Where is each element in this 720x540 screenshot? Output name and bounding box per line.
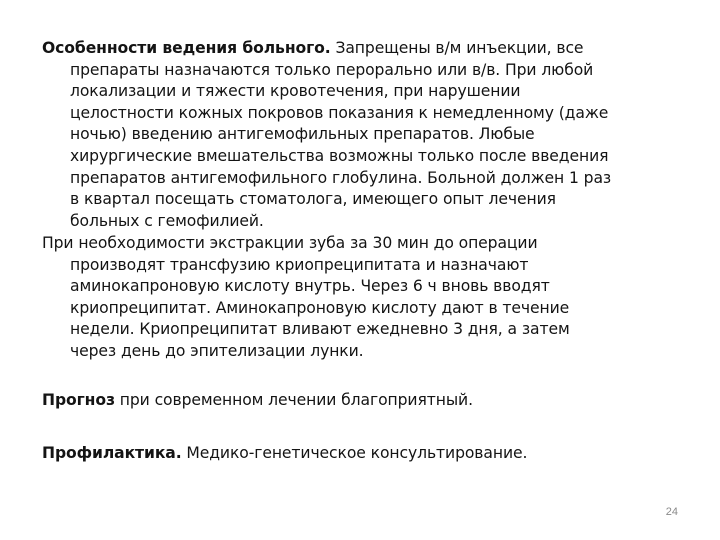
text-line: препаратов антигемофильного глобулина. Больной должен 1 раз xyxy=(70,168,612,187)
text-line xyxy=(42,443,690,465)
text-line: больных с гемофилией. xyxy=(70,211,264,230)
heading-prognosis: Прогноз xyxy=(42,391,115,409)
paragraph-patient-management xyxy=(42,38,690,232)
text-line: хирургические вмешательства возможны только после введения xyxy=(70,146,609,165)
text-line: локализации и тяжести кровотечения, при нарушении xyxy=(70,82,521,101)
text-line: недели. Криопреципитат вливают ежедневно 3 дня, а затем xyxy=(70,320,570,339)
text-line: препараты назначаются только перорально или в/в. При любой xyxy=(70,60,594,79)
heading-patient-management: Особенности ведения больного. xyxy=(42,39,331,57)
text-span: при современном лечении благоприятный. xyxy=(114,391,473,409)
text-line: При необходимости экстракции зуба за 30 мин до операции xyxy=(42,234,538,252)
text-line: через день до эпителизации лунки. xyxy=(70,341,364,360)
text-line xyxy=(42,390,690,412)
text-span: Медико-генетическое консультирование. xyxy=(181,444,528,462)
text-line xyxy=(42,38,690,60)
text-span: Запрещены в/м инъекции, все xyxy=(330,39,584,57)
page-number: 24 xyxy=(665,506,678,518)
paragraph-prognosis xyxy=(42,390,690,412)
text-line: аминокапроновую кислоту внутрь. Через 6 ч вновь вводят xyxy=(70,277,550,296)
text-line: в квартал посещать стоматолога, имеющего опыт лечения xyxy=(70,190,556,209)
text-line: криопреципитат. Аминокапроновую кислоту дают в течение xyxy=(70,298,570,317)
paragraph-tooth-extraction xyxy=(42,233,690,363)
text-line: производят трансфузию криопреципитата и назначают xyxy=(70,255,529,274)
text-line: целостности кожных покровов показания к немедленному (даже xyxy=(70,103,609,122)
text-line: ночью) введению антигемофильных препаратов. Любые xyxy=(70,125,535,144)
paragraph-prevention xyxy=(42,443,690,465)
heading-prevention: Профилактика. xyxy=(42,444,182,462)
